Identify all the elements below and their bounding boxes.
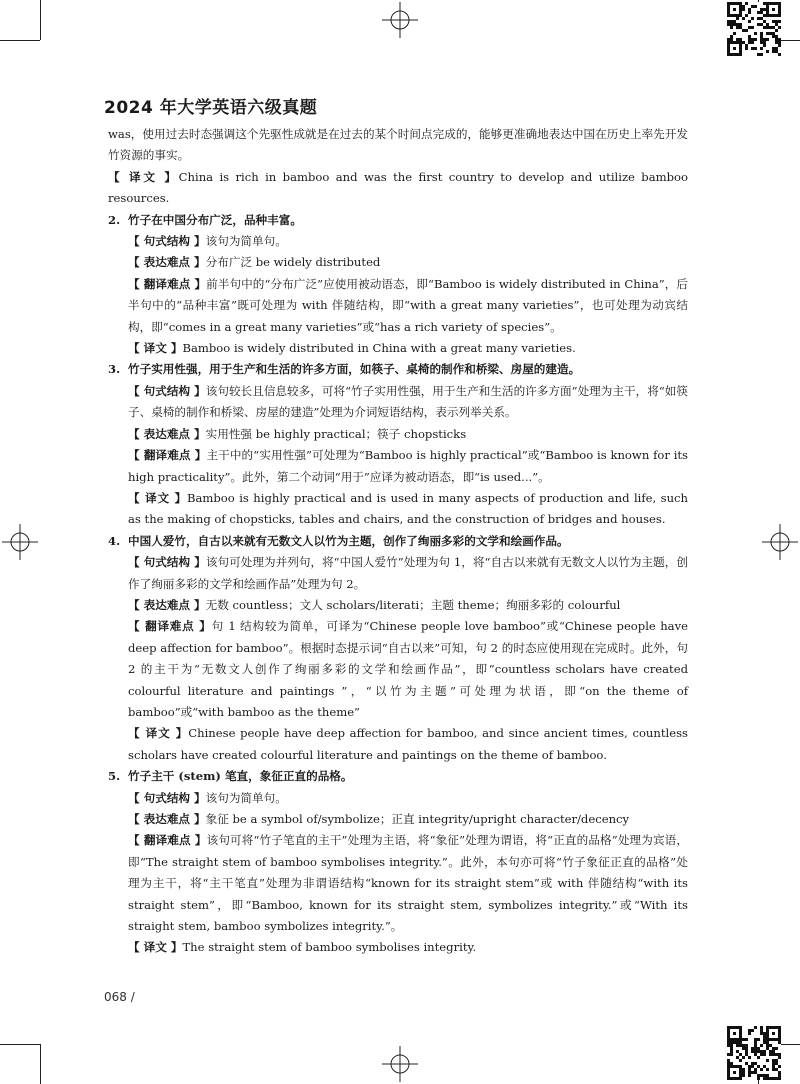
analysis-block: [128, 723, 688, 766]
analysis-block: [128, 424, 688, 445]
block-label: 【 句式结构 】: [128, 555, 206, 570]
block-text: Chinese people have deep affection for bamboo, and since ancient times, countless scholars have created colourful literature and paintings on the theme of bamboo.: [128, 726, 688, 762]
block-label: 【 翻译难点 】: [128, 276, 207, 291]
item-number: 2.: [108, 212, 121, 227]
block-label: 【 译文 】: [128, 726, 189, 741]
block-text: 主干中的“实用性强”可处理为“Bamboo is highly practical”或“Bamboo is known for its high practicality”。此外，第二个动词“用于”应译为被动语态，即“is used...”。: [128, 448, 689, 484]
analysis-block: [128, 595, 688, 616]
item-heading-text: 竹子实用性强，用于生产和生活的许多方面，如筷子、桌椅的制作和桥梁、房屋的建造。: [128, 362, 581, 377]
block-text: 象征 be a symbol of/symbolize；正直 integrity/upright character/decency: [205, 812, 630, 826]
registration-mark-bottom: [382, 1046, 418, 1082]
block-label: 【 句式结构 】: [128, 790, 206, 805]
item-heading-text: 竹子主干 (stem) 笔直，象征正直的品格。: [128, 769, 353, 784]
intro-paragraph: was，使用过去时态强调这个先驱性成就是在过去的某个时间点完成的，能够更准确地表达中国在历史上率先开发竹资源的事实。: [108, 127, 688, 163]
list-item: [108, 210, 688, 360]
block-label: 【 句式结构 】: [128, 234, 206, 249]
block-text: The straight stem of bamboo symbolises integrity.: [182, 940, 477, 955]
block-text: 该句较长且信息较多，可将“竹子实用性强，用于生产和生活的许多方面”处理为主干，将“如筷子、桌椅的制作和桥梁、房屋的建造”处理为介词短语结构，表示列举关系。: [128, 383, 688, 420]
qr-code-bottom-right: [727, 1026, 781, 1080]
block-text: 该句为简单句。: [205, 790, 287, 805]
block-label: 【 表达难点 】: [128, 597, 206, 612]
block-text: 该句为简单句。: [205, 234, 287, 249]
block-label: 【 翻译难点 】: [128, 619, 212, 634]
block-text: 句 1 结构较为简单，可译为“Chinese people love bamboo”或“Chinese people have deep affection for bamboo”。根据时态提示词“自古以来”可知，句 2 的时态应使用现在完成时。此外，句 2 的主干为“无数文人创作了绚丽多彩的文学和绘画作品”，即“countless scholars have created colourful literature and paintings ”，“以竹为主题”可处理为状语，即“on the theme of bamboo”或“with bamboo as the theme”: [128, 619, 688, 719]
registration-mark-right: [762, 524, 798, 560]
analysis-block: [128, 252, 688, 273]
analysis-block: [128, 788, 688, 809]
item-list: [108, 210, 688, 959]
analysis-block: [128, 616, 688, 723]
page-number: 068 /: [104, 990, 135, 1004]
block-label: 【 译文 】: [128, 341, 183, 356]
analysis-block: [128, 231, 688, 252]
item-number: 3.: [108, 362, 121, 377]
content: [108, 124, 688, 959]
block-label: 【 翻译难点 】: [128, 833, 207, 848]
item-heading: [108, 766, 688, 787]
list-item: [108, 531, 688, 766]
item-heading-text: 中国人爱竹，自古以来就有无数文人以竹为主题，创作了绚丽多彩的文学和绘画作品。: [128, 533, 569, 548]
item-number: 4.: [108, 533, 121, 548]
analysis-block: [128, 445, 688, 488]
page-title: 2024 年大学英语六级真题: [104, 98, 318, 118]
block-label: 【 表达难点 】: [128, 426, 206, 441]
block-text: Bamboo is widely distributed in China with a great many varieties.: [182, 341, 576, 356]
block-text: 分布广泛 be widely distributed: [205, 255, 381, 270]
block-text: 无数 countless；文人 scholars/literati；主题 theme；绚丽多彩的 colourful: [205, 597, 621, 612]
block-label: 【 句式结构 】: [128, 383, 206, 398]
translation-label: 【 译文 】: [108, 169, 179, 184]
analysis-block: [128, 809, 688, 830]
block-text: Bamboo is highly practical and is used in many aspects of production and life, such as the making of chopsticks, tables and chairs, and the construction of bridges and houses.: [128, 490, 689, 527]
item-heading: [108, 210, 688, 231]
block-text: 前半句中的“分布广泛”应使用被动语态，即“Bamboo is widely distributed in China”，后半句中的“品种丰富”既可处理为 with 伴随结构，即“with a great many varieties”，也可处理为动宾结构，即“comes in a great many varieties”或“has a rich variety of species”。: [128, 276, 688, 334]
analysis-block: [128, 552, 688, 595]
block-text: 实用性强 be highly practical；筷子 chopsticks: [205, 426, 467, 441]
translation-text: China is rich in bamboo and was the first country to develop and utilize bamboo resources.: [108, 169, 689, 206]
analysis-block: [128, 381, 688, 424]
item-heading: [108, 531, 688, 552]
block-label: 【 表达难点 】: [128, 255, 206, 270]
block-text: 该句可将“竹子笔直的主干”处理为主语，将“象征”处理为谓语，将“正直的品格”处理为宾语，即“The straight stem of bamboo symbolises integrity.”。此外，本句亦可将“竹子象征正直的品格”处理为主干，将“主干笔直”处理为非谓语结构“known for its straight stem”或 with 伴随结构“with its straight stem”，即“Bamboo, known for its straight stem, symbolizes integrity.”或“With its straight stem, bamboo symbolizes integrity.”。: [128, 833, 688, 934]
item-number: 5.: [108, 769, 121, 784]
analysis-block: [128, 274, 688, 338]
block-text: 该句可处理为并列句，将“中国人爱竹”处理为句 1，将“自古以来就有无数文人以竹为主题，创作了绚丽多彩的文学和绘画作品”处理为句 2。: [128, 555, 688, 591]
analysis-block: [128, 338, 688, 359]
block-label: 【 译文 】: [128, 490, 187, 505]
block-label: 【 译文 】: [128, 940, 183, 955]
block-label: 【 表达难点 】: [128, 812, 206, 826]
analysis-block: [128, 937, 688, 958]
list-item: [108, 766, 688, 959]
item-heading: [108, 359, 688, 380]
list-item: [108, 359, 688, 530]
qr-code-top-right: [727, 2, 781, 56]
block-label: 【 翻译难点 】: [128, 448, 207, 463]
registration-mark-top: [382, 2, 418, 38]
item-heading-text: 竹子在中国分布广泛，品种丰富。: [128, 212, 302, 227]
analysis-block: [128, 830, 688, 937]
analysis-block: [128, 488, 688, 531]
registration-mark-left: [2, 524, 38, 560]
intro-translation: [108, 167, 688, 210]
